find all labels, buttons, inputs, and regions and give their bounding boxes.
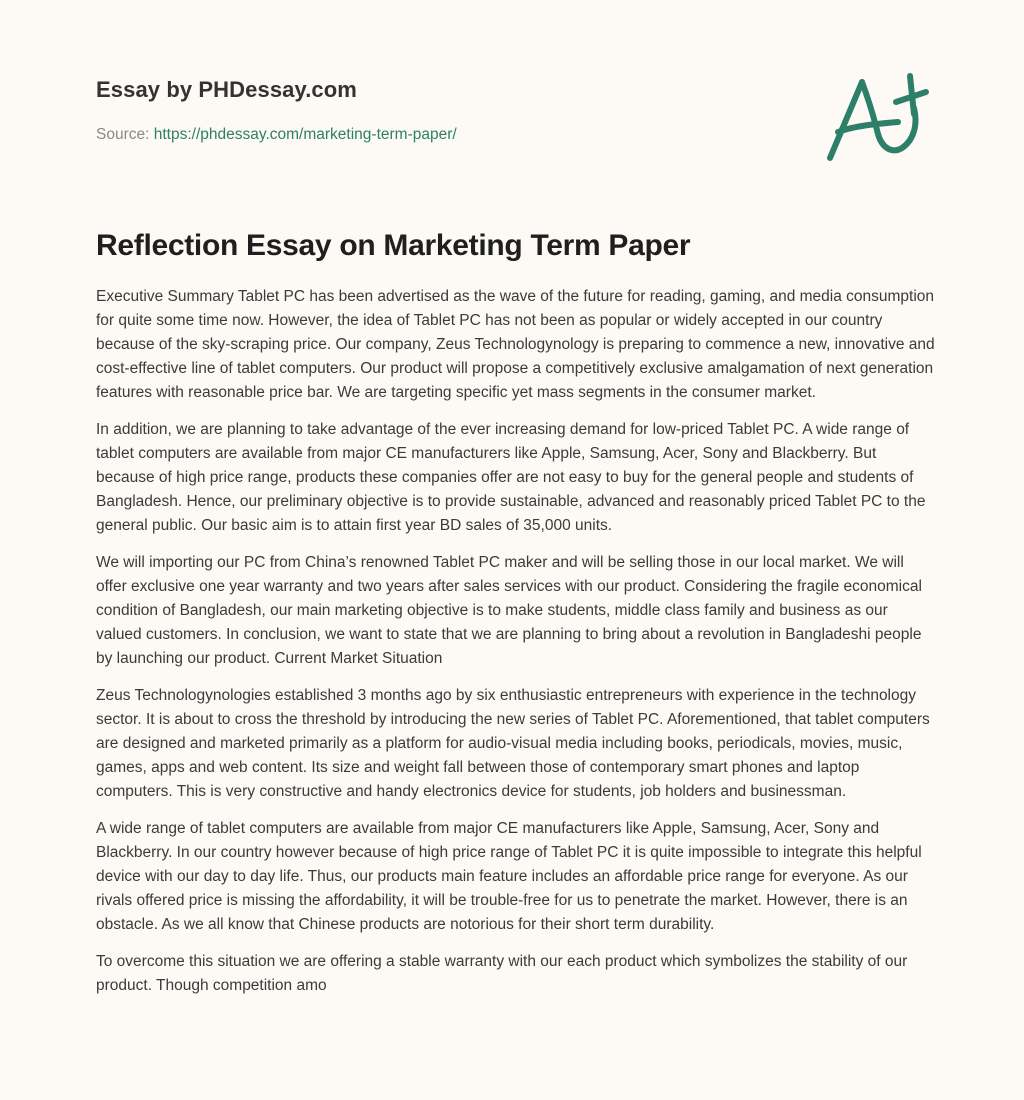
source-label: Source: <box>96 126 154 143</box>
essay-paragraph: A wide range of tablet computers are available from major CE manufacturers like Apple, Samsung, Acer, Sony and Blackberry. In our country however because of high price range of Tablet PC it is quite impossible to integrate this helpful device with our day to day life. Thus, our products main feature includes an affordable price range for everyone. As our rivals offered price is missing the affordability, it will be trouble-free for us to penetrate the market. However, there is an obstacle. As we all know that Chinese products are notorious for their short term durability. <box>96 820 922 933</box>
a-plus-grade-icon <box>818 62 934 170</box>
page-header <box>96 74 796 146</box>
site-title: Essay by PHDessay.com <box>96 77 357 102</box>
essay-paragraph: In addition, we are planning to take advantage of the ever increasing demand for low-priced Tablet PC. A wide range of tablet computers are available from major CE manufacturers like Apple, Samsung, Acer, Sony and Blackberry. But because of high price range, products these companies offer are not easy to buy for the general people and students of Bangladesh. Hence, our preliminary objective is to provide sustainable, advanced and reasonably priced Tablet PC to the general public. Our basic aim is to attain first year BD sales of 35,000 units. <box>96 421 926 534</box>
essay-paragraph: To overcome this situation we are offering a stable warranty with our each product which symbolizes the stability of our product. Though competition amo <box>96 953 908 994</box>
essay-paragraph: Zeus Technologynologies established 3 months ago by six enthusiastic entrepreneurs with experience in the technology sector. It is about to cross the threshold by introducing the new series of Tablet PC. Aforementioned, that tablet computers are designed and marketed primarily as a platform for audio-visual media including books, periodicals, movies, music, games, apps and web content. Its size and weight fall between those of contemporary smart phones and laptop computers. This is very constructive and handy electronics device for students, job holders and businessman. <box>96 687 930 800</box>
essay-body <box>96 285 936 1011</box>
source-link[interactable]: https://phdessay.com/marketing-term-paper/ <box>153 126 457 143</box>
essay-paragraph: We will importing our PC from China’s renowned Tablet PC maker and will be selling those in our local market. We will offer exclusive one year warranty and two years after sales services with our product. Considering the fragile economical condition of Bangladesh, our main marketing objective is to make students, middle class family and business as our valued customers. In conclusion, we want to state that we are planning to bring about a revolution in Bangladeshi people by launching our product. Current Market Situation <box>96 554 922 667</box>
source-line <box>96 124 796 146</box>
essay-paragraph: Executive Summary Tablet PC has been advertised as the wave of the future for reading, gaming, and media consumption for quite some time now. However, the idea of Tablet PC has not been as popular or widely accepted in our country because of the sky-scraping price. Our company, Zeus Technologynology is preparing to commence a new, innovative and cost-effective line of tablet computers. Our product will propose a competitively exclusive amalgamation of next generation features with reasonable price bar. We are targeting specific yet mass segments in the consumer market. <box>96 288 935 401</box>
essay-title: Reflection Essay on Marketing Term Paper <box>96 229 691 262</box>
